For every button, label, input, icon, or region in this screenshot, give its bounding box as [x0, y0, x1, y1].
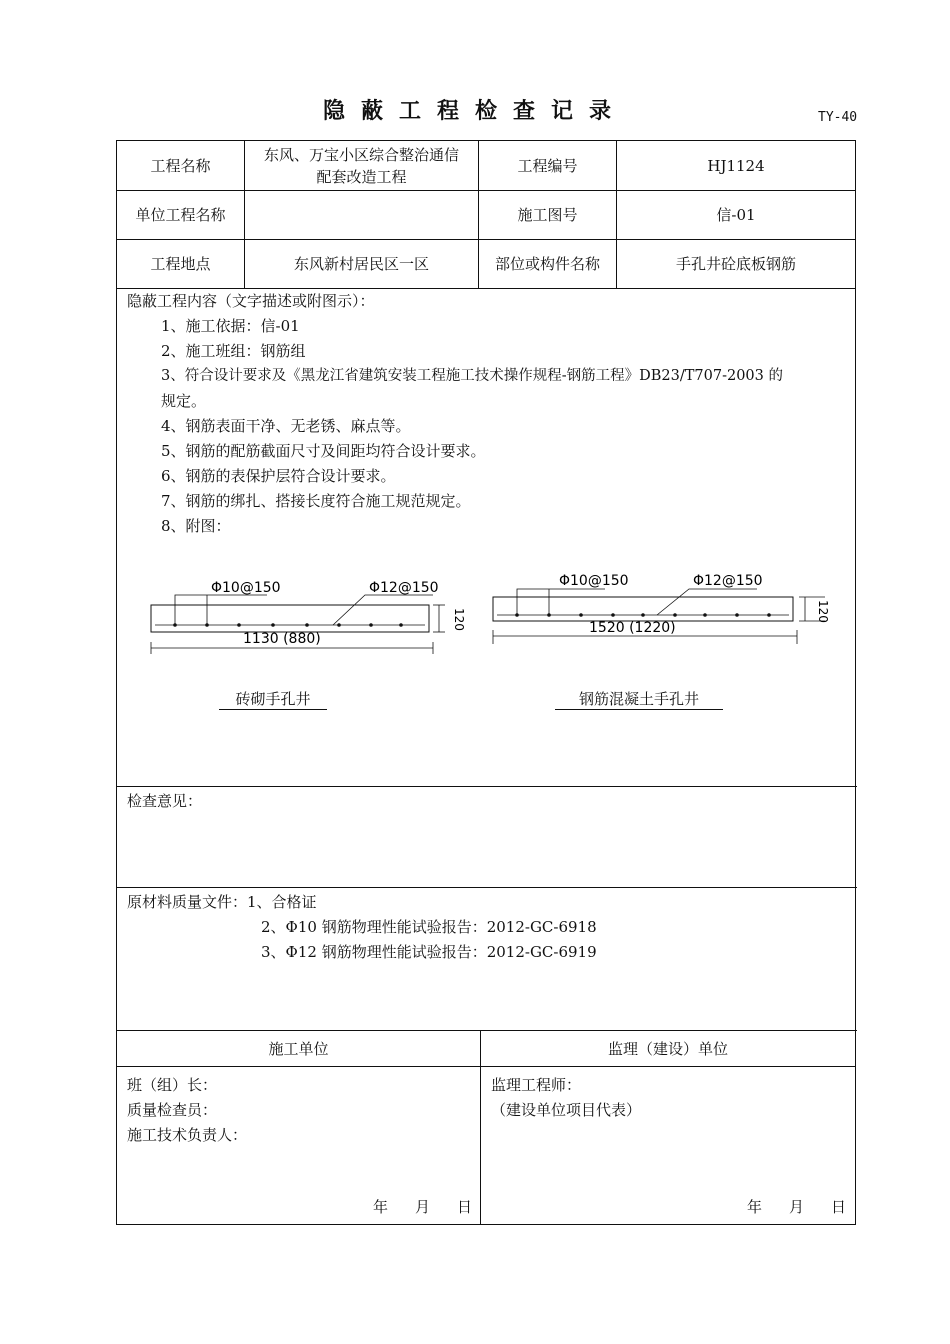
construction-signature-area	[117, 1067, 481, 1224]
materials-item-2: 2、Φ10 钢筋物理性能试验报告：2012-GC-6918	[261, 918, 597, 936]
supervisor-label: 监理工程师：	[491, 1076, 582, 1094]
content-item-3: 3、符合设计要求及《黑龙江省建筑安装工程施工技术操作规程-钢筋工程》DB23/T707-2003 的	[161, 368, 783, 384]
content-item-8: 8、附图：	[161, 517, 231, 535]
construction-day-label: 日	[457, 1198, 473, 1216]
inspection-opinion-section	[117, 787, 857, 888]
drawing-no-label: 施工图号	[479, 191, 617, 240]
construction-month-label: 月	[415, 1198, 431, 1216]
unit-project-label: 单位工程名称	[117, 191, 245, 240]
tech-lead-label: 施工技术负责人：	[127, 1126, 248, 1144]
team-leader-label: 班（组）长：	[127, 1076, 218, 1094]
project-no-value: HJ1124	[617, 141, 855, 191]
part-value: 手孔井砼底板钢筋	[617, 240, 855, 289]
left-rebar2-label: Φ12@150	[369, 580, 439, 596]
construction-unit-header: 施工单位	[117, 1031, 481, 1067]
left-length-label: 1130 (880)	[243, 631, 321, 647]
content-item-4: 4、钢筋表面干净、无老锈、麻点等。	[161, 417, 411, 435]
supervision-signature-area	[481, 1067, 855, 1224]
right-rebar2-label: Φ12@150	[693, 573, 763, 589]
concealed-content-section	[117, 289, 857, 787]
materials-label: 原材料质量文件：1、合格证	[127, 893, 317, 911]
supervision-year-label: 年	[747, 1198, 763, 1216]
location-label: 工程地点	[117, 240, 245, 289]
content-heading: 隐蔽工程内容（文字描述或附图示）：	[127, 292, 375, 310]
page-title: 隐蔽工程检查记录	[322, 98, 627, 124]
owner-rep-label: （建设单位项目代表）	[491, 1101, 642, 1119]
right-thickness-label: 120	[816, 600, 830, 623]
drawing-no-value: 信-01	[617, 191, 855, 240]
concrete-handhole-drawing	[483, 554, 843, 704]
content-item-6: 6、钢筋的表保护层符合设计要求。	[161, 467, 396, 485]
concrete-handhole-caption: 钢筋混凝土手孔井	[555, 689, 723, 710]
construction-year-label: 年	[373, 1198, 389, 1216]
left-rebar1-label: Φ10@150	[211, 580, 281, 596]
unit-project-value	[245, 191, 479, 240]
supervision-month-label: 月	[789, 1198, 805, 1216]
project-name-label: 工程名称	[117, 141, 245, 191]
brick-handhole-caption: 砖砌手孔井	[219, 689, 327, 710]
content-item-7: 7、钢筋的绑扎、搭接长度符合施工规范规定。	[161, 492, 471, 510]
project-name-value	[245, 141, 479, 191]
project-no-label: 工程编号	[479, 141, 617, 191]
inspection-opinion-label: 检查意见：	[127, 792, 203, 810]
content-item-3-cont: 规定。	[161, 392, 207, 410]
supervision-day-label: 日	[831, 1198, 847, 1216]
quality-inspector-label: 质量检查员：	[127, 1101, 218, 1119]
location-value: 东风新村居民区一区	[245, 240, 479, 289]
content-item-5: 5、钢筋的配筋截面尺寸及间距均符合设计要求。	[161, 442, 486, 460]
right-length-label: 1520 (1220)	[589, 620, 676, 636]
record-form	[116, 140, 856, 1225]
supervision-unit-header: 监理（建设）单位	[481, 1031, 855, 1067]
project-name-line2: 配套改造工程	[316, 167, 407, 186]
project-name-line1: 东风、万宝小区综合整治通信	[263, 145, 459, 164]
form-code: TY-40	[818, 110, 858, 125]
right-rebar1-label: Φ10@150	[559, 573, 629, 589]
left-thickness-label: 120	[452, 608, 466, 631]
part-label: 部位或构件名称	[479, 240, 617, 289]
materials-section	[117, 888, 857, 1031]
content-item-2: 2、施工班组：钢筋组	[161, 342, 306, 360]
materials-item-3: 3、Φ12 钢筋物理性能试验报告：2012-GC-6919	[261, 943, 597, 961]
content-item-1: 1、施工依据：信-01	[161, 317, 300, 335]
